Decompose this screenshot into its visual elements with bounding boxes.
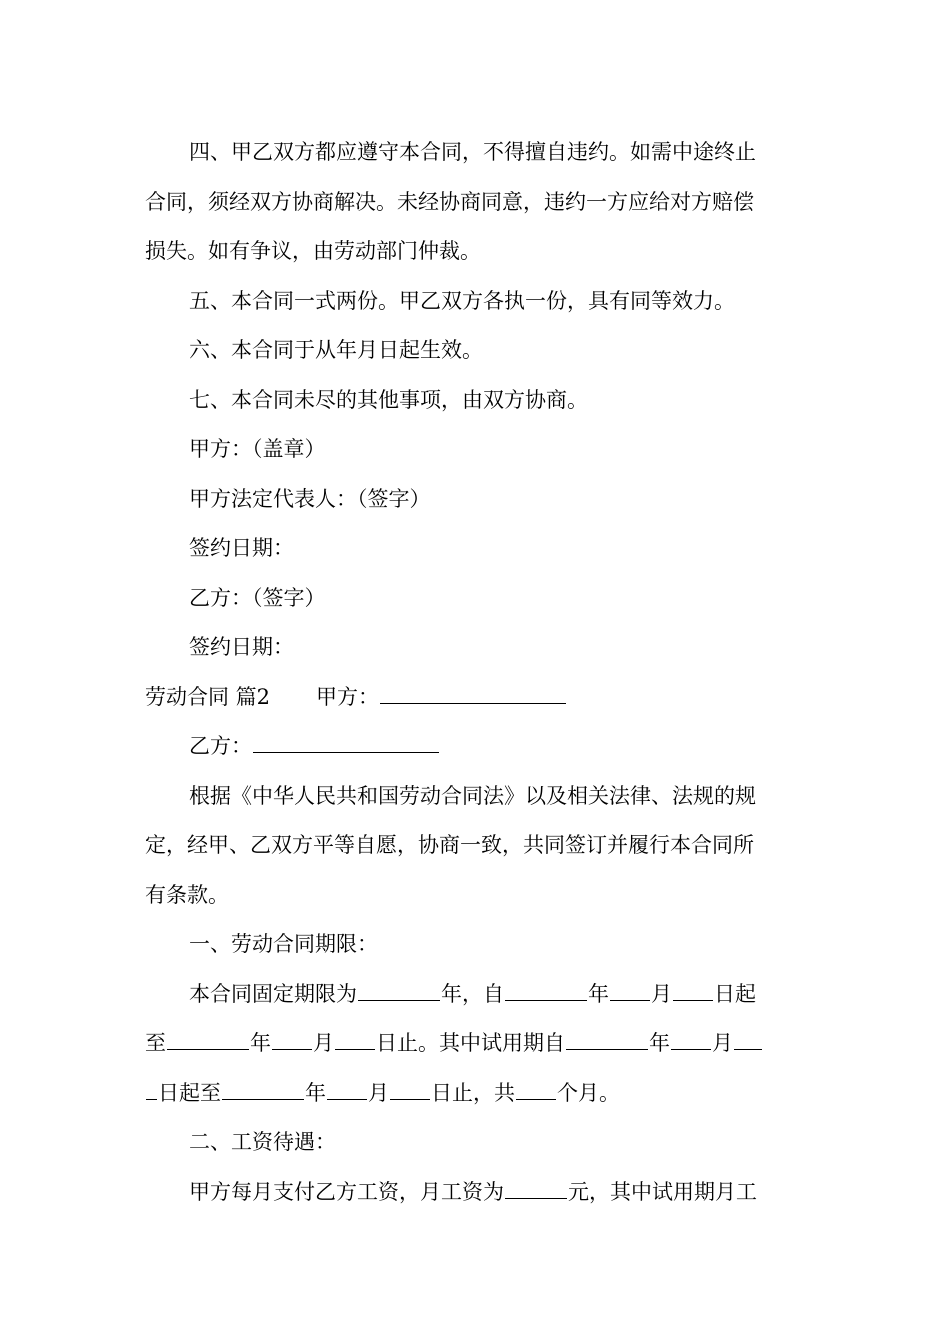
clause-5: 五、本合同一式两份。甲乙双方各执一份，具有同等效力。 [189, 288, 735, 313]
blank [505, 1197, 567, 1199]
term-text: 年，自 [441, 981, 504, 1006]
term-line-1 [145, 970, 810, 1020]
term-text: 日止，共 [431, 1080, 515, 1105]
blank [327, 1098, 367, 1100]
contract-2-heading [145, 673, 810, 723]
document-page [145, 128, 810, 1217]
term-line-2 [145, 1019, 810, 1069]
blank [610, 999, 650, 1001]
blank [335, 1048, 375, 1050]
term-line-3 [145, 1069, 810, 1119]
party-a-seal: 甲方：（盖章） [189, 437, 326, 461]
blank [516, 1098, 556, 1100]
blank [222, 1098, 304, 1100]
term-text: 日止。其中试用期自 [376, 1031, 565, 1055]
term-text: 年 [305, 1080, 326, 1105]
term-text: 个月。 [557, 1080, 620, 1105]
wage-line-1 [145, 1168, 810, 1218]
intro-line-1: 根据《中华人民共和国劳动合同法》以及相关法律、法规的规 [189, 783, 756, 808]
blank [358, 999, 440, 1001]
intro-line-2: 定，经甲、乙双方平等自愿，协商一致，共同签订并履行本合同所 [145, 833, 754, 857]
sign-date-2: 签约日期： [189, 635, 294, 659]
blank [390, 1098, 430, 1100]
clause-7: 七、本合同未尽的其他事项，由双方协商。 [189, 387, 588, 412]
party-a-representative: 甲方法定代表人：（签字） [189, 486, 431, 511]
blank [272, 1048, 312, 1050]
blank [167, 1048, 249, 1050]
blank [566, 1048, 648, 1050]
intro-line-3: 有条款。 [145, 882, 229, 907]
party-a-blank [380, 702, 566, 704]
term-text: 日起至 [158, 1080, 221, 1105]
term-text: 日起 [714, 981, 756, 1006]
term-text: 年 [250, 1031, 271, 1055]
term-text: 本合同固定期限为 [189, 981, 357, 1006]
contract-2-party-b [145, 722, 810, 772]
term-text: 年 [649, 1031, 670, 1055]
term-text: 月 [651, 981, 672, 1006]
term-text: 年 [588, 981, 609, 1006]
clause-4-line-3: 损失。如有争议，由劳动部门仲裁。 [145, 239, 481, 263]
wage-text: 元，其中试用期月工 [568, 1179, 757, 1204]
contract-2-party-b-label: 乙方： [189, 734, 252, 758]
wage-text: 甲方每月支付乙方工资，月工资为 [189, 1179, 504, 1204]
term-text: 至 [145, 1031, 166, 1055]
party-b-blank [253, 751, 439, 753]
blank [673, 999, 713, 1001]
term-text: 月 [313, 1031, 334, 1055]
section-2-title: 二、工资待遇： [189, 1130, 336, 1154]
section-1-title: 一、劳动合同期限： [189, 932, 378, 956]
contract-2-title: 劳动合同 篇2 [145, 684, 271, 709]
term-text: 月 [368, 1080, 389, 1105]
term-text: 月 [712, 1031, 733, 1055]
contract-2-party-a-label: 甲方： [316, 684, 380, 709]
blank [146, 1098, 157, 1100]
party-b-signature: 乙方：（签字） [189, 585, 326, 610]
clause-4-line-1: 四、甲乙双方都应遵守本合同，不得擅自违约。如需中途终止 [189, 140, 756, 164]
clause-6: 六、本合同于从年月日起生效。 [189, 338, 483, 362]
blank [671, 1048, 711, 1050]
sign-date-1: 签约日期： [189, 536, 294, 560]
blank [505, 999, 587, 1001]
clause-4-line-2: 合同，须经双方协商解决。未经协商同意，违约一方应给对方赔偿 [145, 189, 754, 214]
blank [734, 1048, 762, 1050]
